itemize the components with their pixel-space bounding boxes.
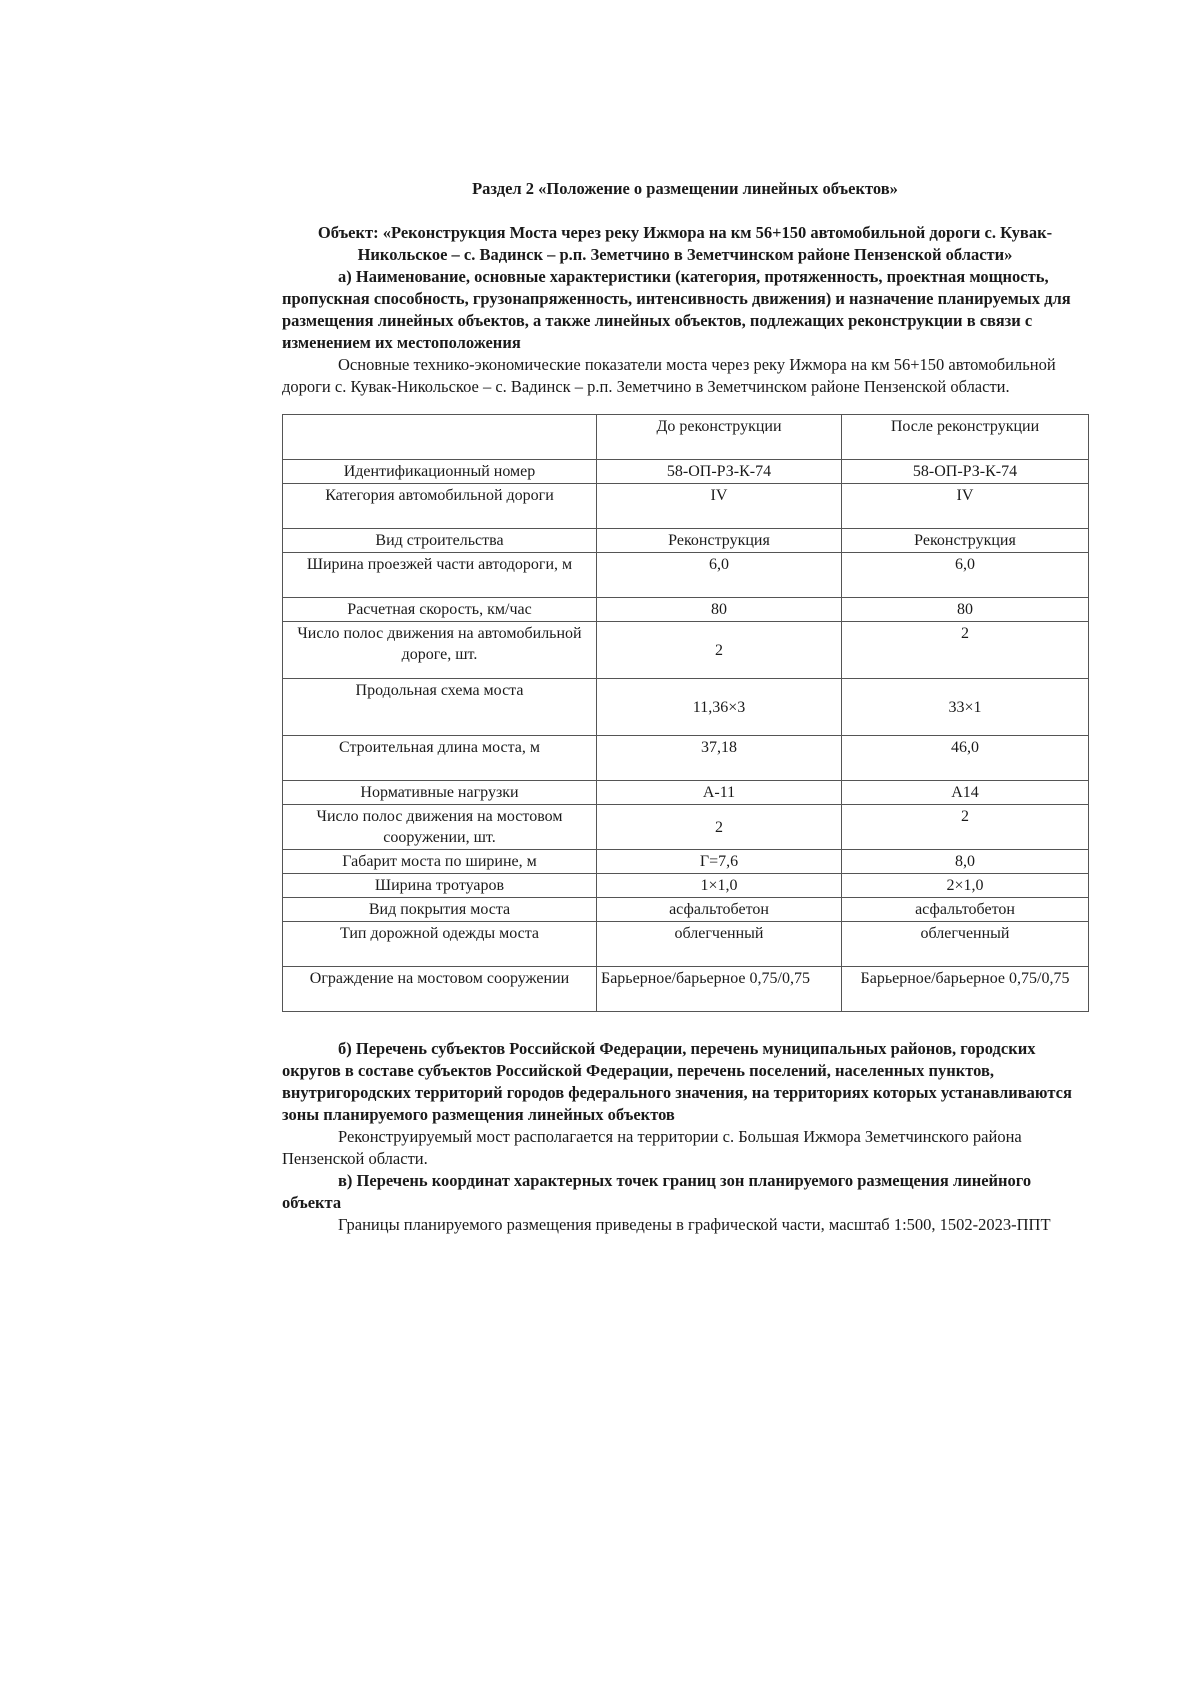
table-cell: 11,36×3 [597,679,842,736]
table-cell: 80 [597,598,842,622]
table-cell: Г=7,6 [597,850,842,874]
table-row [283,460,1089,484]
table-cell: Барьерное/барьерное 0,75/0,75 [597,967,842,1012]
table-row [283,679,1089,736]
table-cell: IV [597,484,842,529]
table-row [283,484,1089,529]
table-cell: 80 [842,598,1089,622]
header-cell [283,415,597,460]
table-cell: 2 [842,622,1089,679]
table-cell: Нормативные нагрузки [283,781,597,805]
part-b-heading: б) Перечень субъектов Российской Федерации, перечень муниципальных районов, городских округов в составе субъектов Российской Федерации, перечень поселений, населенных пунктов, внутригородских территорий городов федерального значения, на территориях которых устанавливаются зоны планируемого размещения линейных объектов [282,1039,1072,1124]
table-row [283,850,1089,874]
table-cell: 58-ОП-РЗ-К-74 [597,460,842,484]
table-cell: 6,0 [842,553,1089,598]
table-row [283,553,1089,598]
table-cell: Продольная схема моста [283,679,597,736]
table-cell: Число полос движения на автомобильной дороге, шт. [283,622,597,679]
document-content [282,178,1088,1236]
part-a-heading: а) Наименование, основные характеристики (категория, протяженность, проектная мощность, пропускная способность, грузонапряженность, интенсивность движения) и назначение планируемых для размещения линейных объектов, а также линейных объектов, подлежащих реконструкции в связи с изменением их местоположения [282,267,1071,352]
table-cell: 2×1,0 [842,874,1089,898]
table-cell: 37,18 [597,736,842,781]
part-c-text: Границы планируемого размещения приведены в графической части, масштаб 1:500, 1502-2023-ППТ [338,1215,1051,1234]
table-cell: Категория автомобильной дороги [283,484,597,529]
table-cell: 8,0 [842,850,1089,874]
part-b-text: Реконструируемый мост располагается на территории с. Большая Ижмора Земетчинского района Пензенской области. [282,1127,1022,1168]
table-cell: 2 [597,622,842,679]
table-cell: Расчетная скорость, км/час [283,598,597,622]
table-cell: 1×1,0 [597,874,842,898]
table-cell: Ограждение на мостовом сооружении [283,967,597,1012]
table-cell: 6,0 [597,553,842,598]
table-row [283,922,1089,967]
table-cell: Ширина проезжей части автодороги, м [283,553,597,598]
table-cell: Барьерное/барьерное 0,75/0,75 [842,967,1089,1012]
tep-table [282,414,1089,1012]
part-c-heading: в) Перечень координат характерных точек границ зон планируемого размещения линейного объекта [282,1171,1032,1212]
table-cell: Вид строительства [283,529,597,553]
table-cell: асфальтобетон [842,898,1089,922]
table-cell: Габарит моста по ширине, м [283,850,597,874]
table-row [283,781,1089,805]
table-cell: 2 [842,805,1089,850]
object-title: Объект: «Реконструкция Моста через реку Ижмора на км 56+150 автомобильной дороги с. Кувак-Никольское – с. Вадинск – р.п. Земетчино в Земетчинском районе Пензенской области» [317,223,1053,264]
table-cell: IV [842,484,1089,529]
table-cell: Число полос движения на мостовом сооружении, шт. [283,805,597,850]
table-row [283,622,1089,679]
table-cell: асфальтобетон [597,898,842,922]
table-cell: 46,0 [842,736,1089,781]
table-cell: А14 [842,781,1089,805]
table-cell: Вид покрытия моста [283,898,597,922]
table-cell: Строительная длина моста, м [283,736,597,781]
table-row [283,898,1089,922]
part-a-text: Основные технико-экономические показатели моста через реку Ижмора на км 56+150 автомобильной дороги с. Кувак-Никольское – с. Вадинск – р.п. Земетчино в Земетчинском районе Пензенской области. [282,355,1056,396]
table-cell: Ширина тротуаров [283,874,597,898]
table-cell: А-11 [597,781,842,805]
table-header-row [283,415,1089,460]
table-cell: облегченный [842,922,1089,967]
header-cell: До реконструкции [597,415,842,460]
table-row [283,736,1089,781]
table-cell: Реконструкция [597,529,842,553]
table-cell: 58-ОП-РЗ-К-74 [842,460,1089,484]
table-cell: Реконструкция [842,529,1089,553]
table-cell: 33×1 [842,679,1089,736]
table-row [283,967,1089,1012]
section-title: Раздел 2 «Положение о размещении линейных объектов» [472,179,898,198]
table-cell: 2 [597,805,842,850]
header-cell: После реконструкции [842,415,1089,460]
table-cell: Идентификационный номер [283,460,597,484]
table-row [283,598,1089,622]
table-row [283,805,1089,850]
table-cell: облегченный [597,922,842,967]
table-row [283,529,1089,553]
table-row [283,874,1089,898]
table-cell: Тип дорожной одежды моста [283,922,597,967]
